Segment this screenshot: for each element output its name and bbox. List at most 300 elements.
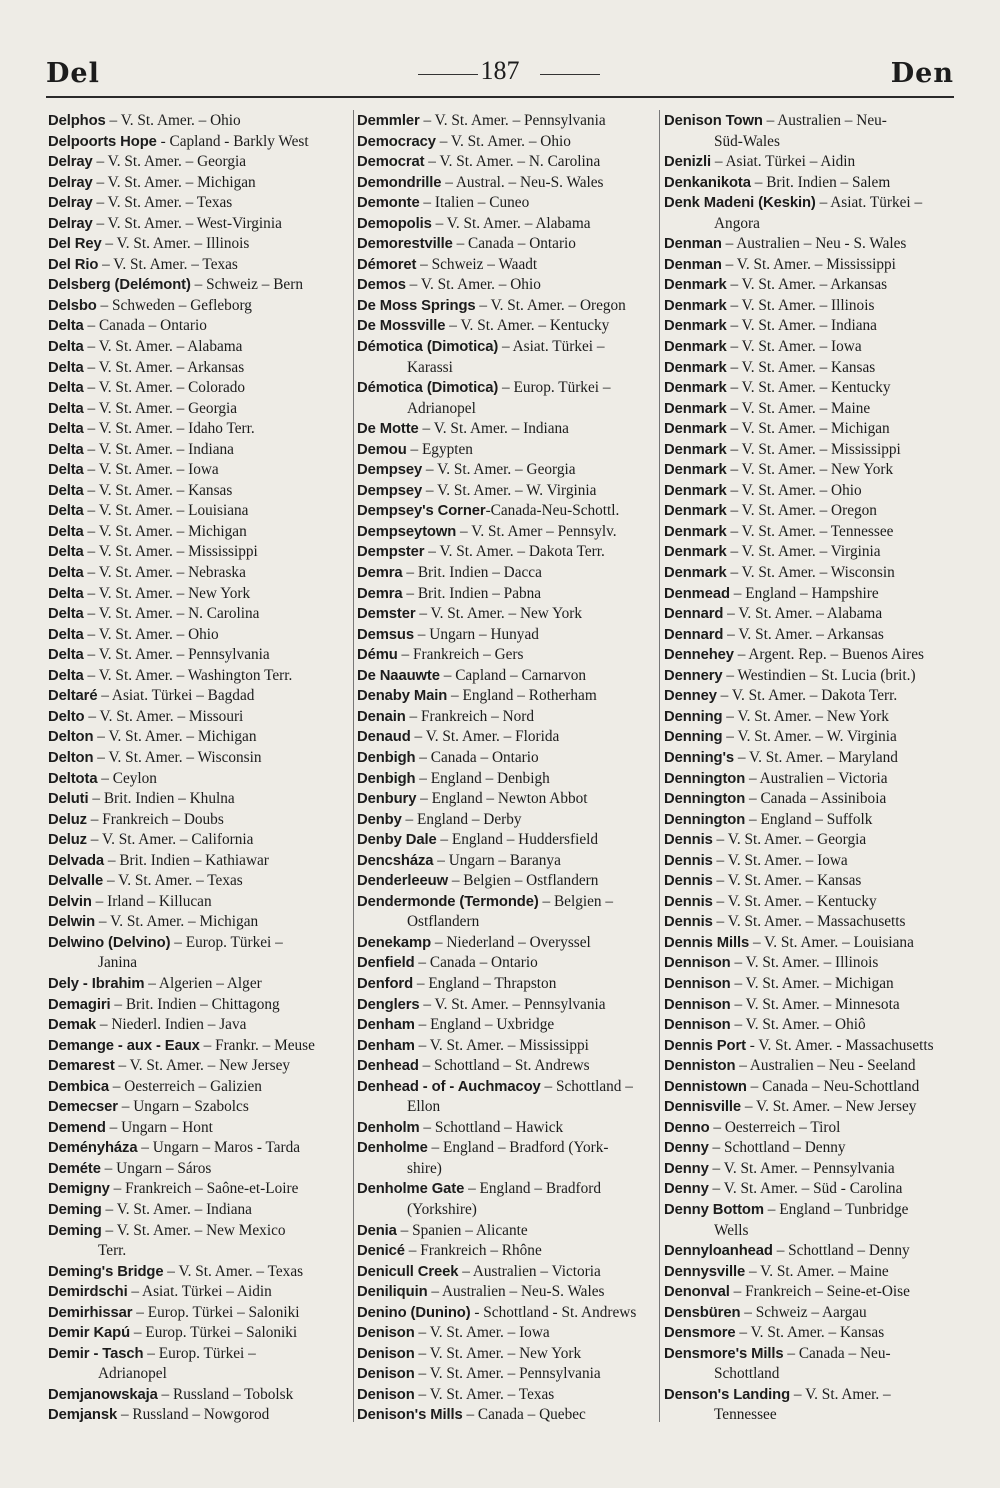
gazetteer-entry — [664, 1159, 960, 1180]
gazetteer-entry — [48, 542, 344, 563]
gazetteer-entry — [357, 769, 653, 790]
gazetteer-entry — [664, 542, 960, 563]
entry-location: – V. St. Amer. – New Mexico — [101, 1221, 286, 1239]
entry-headword: Delray — [48, 195, 93, 212]
entry-continuation: Schottland — [714, 1365, 780, 1383]
entry-location: – Canada – Neu- — [783, 1344, 891, 1362]
gazetteer-entry — [664, 440, 960, 461]
entry-headword: Demirdschi — [48, 1284, 128, 1301]
entry-headword: Denholme — [357, 1140, 428, 1157]
entry-location: – V. St. Amer. – Texas — [103, 872, 243, 890]
gazetteer-entry — [48, 111, 344, 132]
entry-location: – V. St. Amer. – Illinois — [730, 954, 879, 972]
entry-location: – V. St. Amer. – Pennsylvania — [414, 1365, 601, 1383]
entry-continuation: Adrianopel — [407, 399, 476, 417]
entry-location: – V. St. Amer. – Dakota Terr. — [716, 687, 898, 705]
entry-location: – Australien – Neu-S. Wales — [427, 1283, 605, 1301]
entry-headword: Demange - aux - Eaux — [48, 1037, 200, 1054]
gazetteer-entry — [357, 810, 653, 831]
gazetteer-entry — [48, 255, 344, 276]
entry-headword: Denny — [664, 1160, 709, 1177]
entry-headword: Delta — [48, 380, 84, 397]
gazetteer-entry — [664, 275, 960, 296]
gazetteer-entry — [357, 933, 653, 954]
gazetteer-entry — [48, 1118, 344, 1139]
entry-location: – V. St. Amer. – New York — [722, 707, 889, 725]
entry-location: – Belgien – Ostflandern — [448, 872, 599, 890]
entry-location: – V. St. Amer. – Georgia — [92, 153, 247, 171]
entry-headword: Denkanikota — [664, 174, 751, 191]
gazetteer-entry — [664, 111, 960, 152]
entry-headword: Dennison — [664, 955, 731, 972]
gazetteer-entry — [48, 933, 344, 974]
entry-headword: Dempsey — [357, 462, 423, 479]
entry-headword: Dendermonde (Termonde) — [357, 893, 539, 910]
entry-location: – V. St. Amer. – Maryland — [734, 748, 898, 766]
gazetteer-entry — [357, 645, 653, 666]
entry-location: – V. St. Amer. – Michigan — [726, 420, 890, 438]
entry-continuation: (Yorkshire) — [407, 1200, 477, 1218]
entry-continuation: Angora — [714, 214, 760, 232]
entry-location: – V. St. Amer. – N. Carolina — [83, 605, 260, 623]
gazetteer-entry — [48, 132, 344, 153]
gazetteer-entry — [357, 1303, 653, 1324]
entry-location: – Brit. Indien – Salem — [750, 173, 891, 191]
entry-headword: Dennington — [664, 811, 746, 828]
gazetteer-entry — [48, 1303, 344, 1324]
entry-location: – V. St. Amer. – Mississippi — [726, 440, 901, 458]
entry-location: – V. St. Amer. – Illinois — [726, 296, 875, 314]
gazetteer-entry — [357, 337, 653, 378]
entry-location: – Europ. Türkei – — [170, 933, 283, 951]
entry-headword: Deluti — [48, 791, 89, 808]
entry-location: – V. St. Amer. – Kentucky — [445, 317, 610, 335]
gazetteer-entry — [664, 748, 960, 769]
gazetteer-entry — [48, 625, 344, 646]
entry-location: – V. St. Amer. – Pennsylvania — [419, 995, 606, 1013]
entry-location: – Schottland – Denny — [708, 1139, 846, 1157]
entry-location: – V. St. Amer. – W. Virginia — [722, 728, 897, 746]
entry-location: – Austral. – Neu-S. Wales — [441, 173, 604, 191]
entry-location: – V. St. Amer. – Minnesota — [730, 995, 900, 1013]
entry-location: – Oesterreich – Galizien — [108, 1077, 262, 1095]
gazetteer-entry — [48, 769, 344, 790]
entry-headword: Denmark — [664, 544, 727, 561]
entry-location: – V. St. Amer. – Arkansas — [723, 625, 884, 643]
entry-location: – V. St. Amer. – Ohio — [83, 625, 219, 643]
gazetteer-entry — [357, 625, 653, 646]
entry-headword: Denicull Creek — [357, 1263, 459, 1280]
entry-location: – Canada – Neu-Schottland — [746, 1077, 920, 1095]
gazetteer-entry — [48, 789, 344, 810]
entry-headword: Denmead — [664, 585, 730, 602]
gazetteer-entry — [664, 1077, 960, 1098]
entry-location: – England – Newton Abbot — [416, 790, 588, 808]
gazetteer-entry — [48, 563, 344, 584]
gazetteer-entry — [48, 748, 344, 769]
entry-headword: Dennisville — [664, 1099, 742, 1116]
entry-location: – Schweiz – Waadt — [416, 255, 538, 273]
gazetteer-entry — [48, 604, 344, 625]
entry-headword: Denain — [357, 708, 406, 725]
entry-location: – V. St. Amer. – New Jersey — [741, 1098, 917, 1116]
gazetteer-entry — [48, 912, 344, 933]
entry-headword: De Mossville — [357, 318, 446, 335]
entry-headword: Demsus — [357, 626, 414, 643]
entry-headword: Denison Town — [664, 113, 763, 129]
gazetteer-entry — [48, 810, 344, 831]
entry-location: – V. St. Amer. – Georgia — [422, 461, 576, 479]
gazetteer-entry — [664, 481, 960, 502]
gazetteer-entry — [357, 1405, 653, 1426]
gazetteer-entry — [48, 1179, 344, 1200]
gazetteer-entry — [664, 173, 960, 194]
entry-location: – V. St. Amer. – Indiana — [101, 1200, 252, 1218]
entry-headword: Demecser — [48, 1099, 118, 1116]
gazetteer-entry — [357, 255, 653, 276]
gazetteer-entry — [357, 173, 653, 194]
entry-location: – V. St. Amer. – Maine — [745, 1262, 889, 1280]
entry-location: – England – Derby — [401, 810, 522, 828]
gazetteer-entry — [357, 214, 653, 235]
entry-location: – Schweden – Gefleborg — [96, 296, 252, 314]
entry-location: – Ungarn – Hunyad — [413, 625, 539, 643]
gazetteer-entry — [664, 522, 960, 543]
gazetteer-entry — [664, 953, 960, 974]
gazetteer-entry — [664, 892, 960, 913]
gazetteer-entry — [664, 789, 960, 810]
entry-headword: Démoret — [357, 256, 417, 273]
gazetteer-entry — [664, 1282, 960, 1303]
entry-location: – Italien – Cuneo — [419, 194, 530, 212]
gazetteer-entry — [664, 399, 960, 420]
entry-location: – Frankreich – Nord — [405, 707, 535, 725]
entry-location: – Europ. Türkei – Saloniki — [130, 1324, 298, 1342]
entry-headword: Denison — [357, 1325, 415, 1342]
entry-location: – V. St. Amer. – New York — [726, 461, 894, 479]
gazetteer-entry — [664, 1015, 960, 1036]
entry-location: – Oesterreich – Tirol — [709, 1118, 841, 1136]
gazetteer-entry — [664, 563, 960, 584]
entry-location: – Australien – Victoria — [745, 769, 888, 787]
entry-headword: Denney — [664, 688, 717, 705]
gazetteer-entry — [357, 501, 653, 522]
entry-headword: Demou — [357, 441, 407, 458]
entry-headword: Denmark — [664, 277, 727, 294]
entry-continuation: Wells — [714, 1221, 749, 1239]
gazetteer-entry — [357, 481, 653, 502]
gazetteer-entry — [48, 1056, 344, 1077]
entry-headword: Denmark — [664, 400, 727, 417]
gazetteer-entry — [357, 1179, 653, 1220]
entry-headword: Delvalle — [48, 873, 104, 890]
entry-headword: Démotica (Dimotica) — [357, 380, 499, 397]
entry-headword: Denno — [664, 1119, 710, 1136]
gazetteer-entry — [48, 584, 344, 605]
gazetteer-entry — [357, 1262, 653, 1283]
gazetteer-entry — [357, 1056, 653, 1077]
entry-headword: Demagiri — [48, 996, 111, 1013]
entry-location: – V. St. Amer. – Mississippi — [721, 255, 896, 273]
entry-continuation: Ostflandern — [407, 913, 480, 931]
entry-headword: Delta — [48, 667, 84, 684]
entry-location: – V. St. Amer. – Pennsylvania — [708, 1159, 895, 1177]
gazetteer-entry — [48, 892, 344, 913]
entry-headword: Deming's Bridge — [48, 1263, 164, 1280]
gazetteer-entry — [48, 378, 344, 399]
gazetteer-entry — [48, 707, 344, 728]
entry-location: – V. St. Amer. – Oregon — [475, 296, 626, 314]
entry-location: – Schweiz – Bern — [190, 276, 303, 294]
entry-headword: Denny Bottom — [664, 1201, 764, 1218]
entry-location: – Schottland – Denny — [772, 1242, 910, 1260]
gazetteer-entry — [357, 871, 653, 892]
entry-location: – Canada – Ontario — [83, 317, 207, 335]
entry-location: – V. St. Amer. – Louisiana — [749, 933, 914, 951]
entry-location: – England – Tunbridge — [763, 1200, 909, 1218]
entry-location: – V. St. Amer. – Michigan — [92, 173, 256, 191]
entry-headword: Demorestville — [357, 236, 453, 253]
entry-location: – V. St. Amer. – Indiana — [418, 420, 569, 438]
entry-location: – V. St. Amer. – Kentucky — [712, 892, 877, 910]
entry-continuation: Süd-Wales — [714, 132, 780, 150]
gazetteer-entry — [664, 1323, 960, 1344]
entry-headword: Delta — [48, 421, 84, 438]
entry-headword: Dennis Port — [664, 1037, 746, 1054]
entry-headword: Demarest — [48, 1058, 115, 1075]
entry-headword: Demopolis — [357, 215, 432, 232]
entry-location: - V. St. Amer. - Massachusetts — [745, 1036, 934, 1054]
entry-continuation: Tennessee — [714, 1406, 777, 1424]
entry-headword: Delta — [48, 482, 84, 499]
entry-location: – V. St. Amer. – Ohio — [405, 276, 541, 294]
gazetteer-entry — [357, 995, 653, 1016]
entry-location: – V. St. Amer. – Georgia — [83, 399, 238, 417]
gazetteer-entry — [357, 111, 653, 132]
entry-location: – Frankreich – Rhône — [404, 1242, 542, 1260]
entry-headword: Denmark — [664, 462, 727, 479]
gazetteer-entry — [48, 1221, 344, 1262]
entry-headword: Denizli — [664, 154, 711, 171]
entry-headword: Demir - Tasch — [48, 1345, 144, 1362]
entry-headword: Delpoorts Hope — [48, 133, 157, 150]
entry-location: – V. St. Amer. – Wisconsin — [93, 748, 262, 766]
entry-headword: Denny — [664, 1181, 709, 1198]
entry-location: – V. St. Amer. – Colorado — [83, 379, 246, 397]
entry-headword: Denfield — [357, 955, 415, 972]
gazetteer-entry — [48, 1015, 344, 1036]
entry-headword: Denmark — [664, 523, 727, 540]
entry-headword: Delto — [48, 708, 85, 725]
entry-headword: Dennis — [664, 852, 713, 869]
entry-headword: Delta — [48, 339, 84, 356]
gazetteer-entry — [664, 501, 960, 522]
entry-headword: Denholme Gate — [357, 1181, 465, 1198]
entry-location: – Brit. Indien – Khulna — [88, 790, 235, 808]
entry-headword: Denmark — [664, 482, 727, 499]
entry-headword: Dennison — [664, 1017, 731, 1034]
entry-headword: Delta — [48, 606, 84, 623]
entry-headword: Dennard — [664, 626, 724, 643]
entry-location: – V. St. Amer. – Michigan — [730, 974, 894, 992]
entry-headword: Dennington — [664, 770, 746, 787]
entry-location: – V. St. Amer. – Iowa — [83, 461, 219, 479]
entry-location: -Canada-Neu-Schottl. — [485, 502, 620, 520]
entry-location: – Australien – Victoria — [458, 1262, 601, 1280]
entry-headword: Dennistown — [664, 1078, 747, 1095]
entry-location: – Westindien – St. Lucia (brit.) — [722, 666, 916, 684]
gazetteer-entry — [48, 152, 344, 173]
entry-headword: Delvin — [48, 893, 92, 910]
gazetteer-entry — [664, 419, 960, 440]
entry-headword: Densmore — [664, 1325, 736, 1342]
entry-location: – V. St. Amer. – Texas — [414, 1385, 555, 1403]
entry-headword: Del Rio — [48, 256, 99, 273]
entry-headword: Denman — [664, 236, 722, 253]
gazetteer-entry — [357, 378, 653, 419]
entry-headword: Dembica — [48, 1078, 109, 1095]
gazetteer-entry — [664, 255, 960, 276]
entry-location: – Canada – Quebec — [462, 1406, 586, 1424]
entry-location: – Russland – Tobolsk — [157, 1385, 294, 1403]
gazetteer-entry — [48, 645, 344, 666]
gazetteer-entry — [357, 419, 653, 440]
entry-headword: Densbüren — [664, 1304, 741, 1321]
entry-headword: Denby — [357, 811, 402, 828]
gazetteer-entry — [48, 727, 344, 748]
gazetteer-entry — [48, 275, 344, 296]
gazetteer-entry — [664, 1056, 960, 1077]
entry-location: – V. St. Amer. – Ohio — [726, 481, 862, 499]
gazetteer-entry — [664, 604, 960, 625]
running-head-right: Den — [890, 58, 954, 89]
gazetteer-entry — [664, 995, 960, 1016]
entry-headword: Dempster — [357, 544, 425, 561]
gazetteer-entry — [48, 399, 344, 420]
entry-location: - Capland - Barkly West — [156, 132, 309, 150]
entry-headword: Dennehey — [664, 647, 734, 664]
entry-headword: Delwin — [48, 914, 96, 931]
entry-headword: Demra — [357, 585, 403, 602]
gazetteer-entry — [48, 1077, 344, 1098]
entry-continuation: Karassi — [407, 358, 453, 376]
entry-location: – Irland – Killucan — [91, 892, 212, 910]
gazetteer-entry — [357, 686, 653, 707]
column-divider-2 — [659, 110, 660, 1422]
gazetteer-entry — [664, 1241, 960, 1262]
entry-headword: De Moss Springs — [357, 297, 476, 314]
entry-headword: Democrat — [357, 154, 425, 171]
entry-headword: Democracy — [357, 133, 436, 150]
entry-continuation: shire) — [407, 1159, 442, 1177]
gazetteer-entry — [664, 851, 960, 872]
entry-location: – Ceylon — [97, 769, 157, 787]
gazetteer-entry — [664, 933, 960, 954]
entry-location: – V. St. Amer. – Virginia — [726, 543, 881, 561]
gazetteer-entry — [48, 666, 344, 687]
entry-location: – England – Thrapston — [413, 974, 557, 992]
entry-location: – V. St. Amer. – Nebraska — [83, 564, 246, 582]
gazetteer-entry — [48, 193, 344, 214]
entry-headword: Demos — [357, 277, 406, 294]
entry-location: – V. St. Amer. – — [790, 1385, 891, 1403]
entry-location: – Capland – Carnarvon — [439, 666, 587, 684]
entry-location: – V. St. Amer. – Iowa — [726, 338, 862, 356]
entry-location: – Ungarn – Baranya — [433, 851, 561, 869]
gazetteer-entry — [48, 1282, 344, 1303]
gazetteer-entry — [357, 1364, 653, 1385]
gazetteer-entry — [357, 522, 653, 543]
entry-headword: Dennison — [664, 996, 731, 1013]
gazetteer-entry — [357, 1015, 653, 1036]
gazetteer-entry — [664, 193, 960, 234]
entry-location: – V. St. Amer. – Michigan — [95, 913, 259, 931]
entry-location: – Ungarn – Sáros — [100, 1159, 212, 1177]
entry-location: – Russland – Nowgorod — [117, 1406, 270, 1424]
entry-headword: Denniston — [664, 1058, 736, 1075]
entry-headword: Demondrille — [357, 174, 442, 191]
entry-location: – V. St. Amer. – Dakota Terr. — [424, 543, 605, 561]
entry-headword: Dely - Ibrahim — [48, 975, 145, 992]
gazetteer-entry — [48, 440, 344, 461]
entry-location: – V. St. Amer. – Indiana — [83, 440, 234, 458]
entry-headword: Delvada — [48, 852, 105, 869]
entry-headword: Demonte — [357, 195, 420, 212]
gazetteer-entry — [48, 234, 344, 255]
entry-headword: Denison — [357, 1366, 415, 1383]
entry-headword: Denholm — [357, 1119, 420, 1136]
entry-location: – England – Hampshire — [729, 584, 879, 602]
column-2 — [357, 111, 653, 1426]
entry-headword: Dennyloanhead — [664, 1243, 773, 1260]
entry-location: – V. St. Amer. – Ohiô — [730, 1016, 866, 1034]
entry-headword: Denison — [357, 1386, 415, 1403]
entry-location: – Frankreich – Doubs — [86, 810, 224, 828]
entry-headword: Denning — [664, 708, 723, 725]
entry-headword: Delta — [48, 441, 84, 458]
entry-location: – V. St. Amer. – W. Virginia — [422, 481, 597, 499]
entry-headword: Dennard — [664, 606, 724, 623]
entry-headword: Denning's — [664, 749, 735, 766]
entry-headword: Demak — [48, 1017, 97, 1034]
entry-headword: Delta — [48, 359, 84, 376]
entry-location: – Canada – Ontario — [414, 954, 538, 972]
gazetteer-entry — [357, 789, 653, 810]
gazetteer-entry — [357, 727, 653, 748]
entry-location: – V. St. Amer. – Texas — [98, 255, 238, 273]
gazetteer-entry — [664, 912, 960, 933]
entry-headword: Delta — [48, 503, 84, 520]
entry-location: - Schottland - St. Andrews — [470, 1303, 637, 1321]
gazetteer-entry — [357, 748, 653, 769]
page-number: 187 — [480, 56, 520, 85]
entry-location: – V. St. Amer. – West-Virginia — [92, 214, 282, 232]
gazetteer-entry — [664, 769, 960, 790]
gazetteer-entry — [48, 1262, 344, 1283]
gazetteer-entry — [357, 974, 653, 995]
entry-location: – V. St. Amer. – Michigan — [83, 522, 247, 540]
entry-headword: Deméte — [48, 1160, 101, 1177]
gazetteer-entry — [357, 275, 653, 296]
entry-headword: Delton — [48, 749, 94, 766]
entry-continuation: Terr. — [98, 1242, 127, 1260]
entry-location: – England – Denbigh — [415, 769, 550, 787]
entry-headword: Denny — [664, 1140, 709, 1157]
gazetteer-entry — [664, 1303, 960, 1324]
entry-location: – Brit. Indien – Chittagong — [110, 995, 280, 1013]
entry-headword: Delta — [48, 400, 84, 417]
gazetteer-entry — [48, 851, 344, 872]
